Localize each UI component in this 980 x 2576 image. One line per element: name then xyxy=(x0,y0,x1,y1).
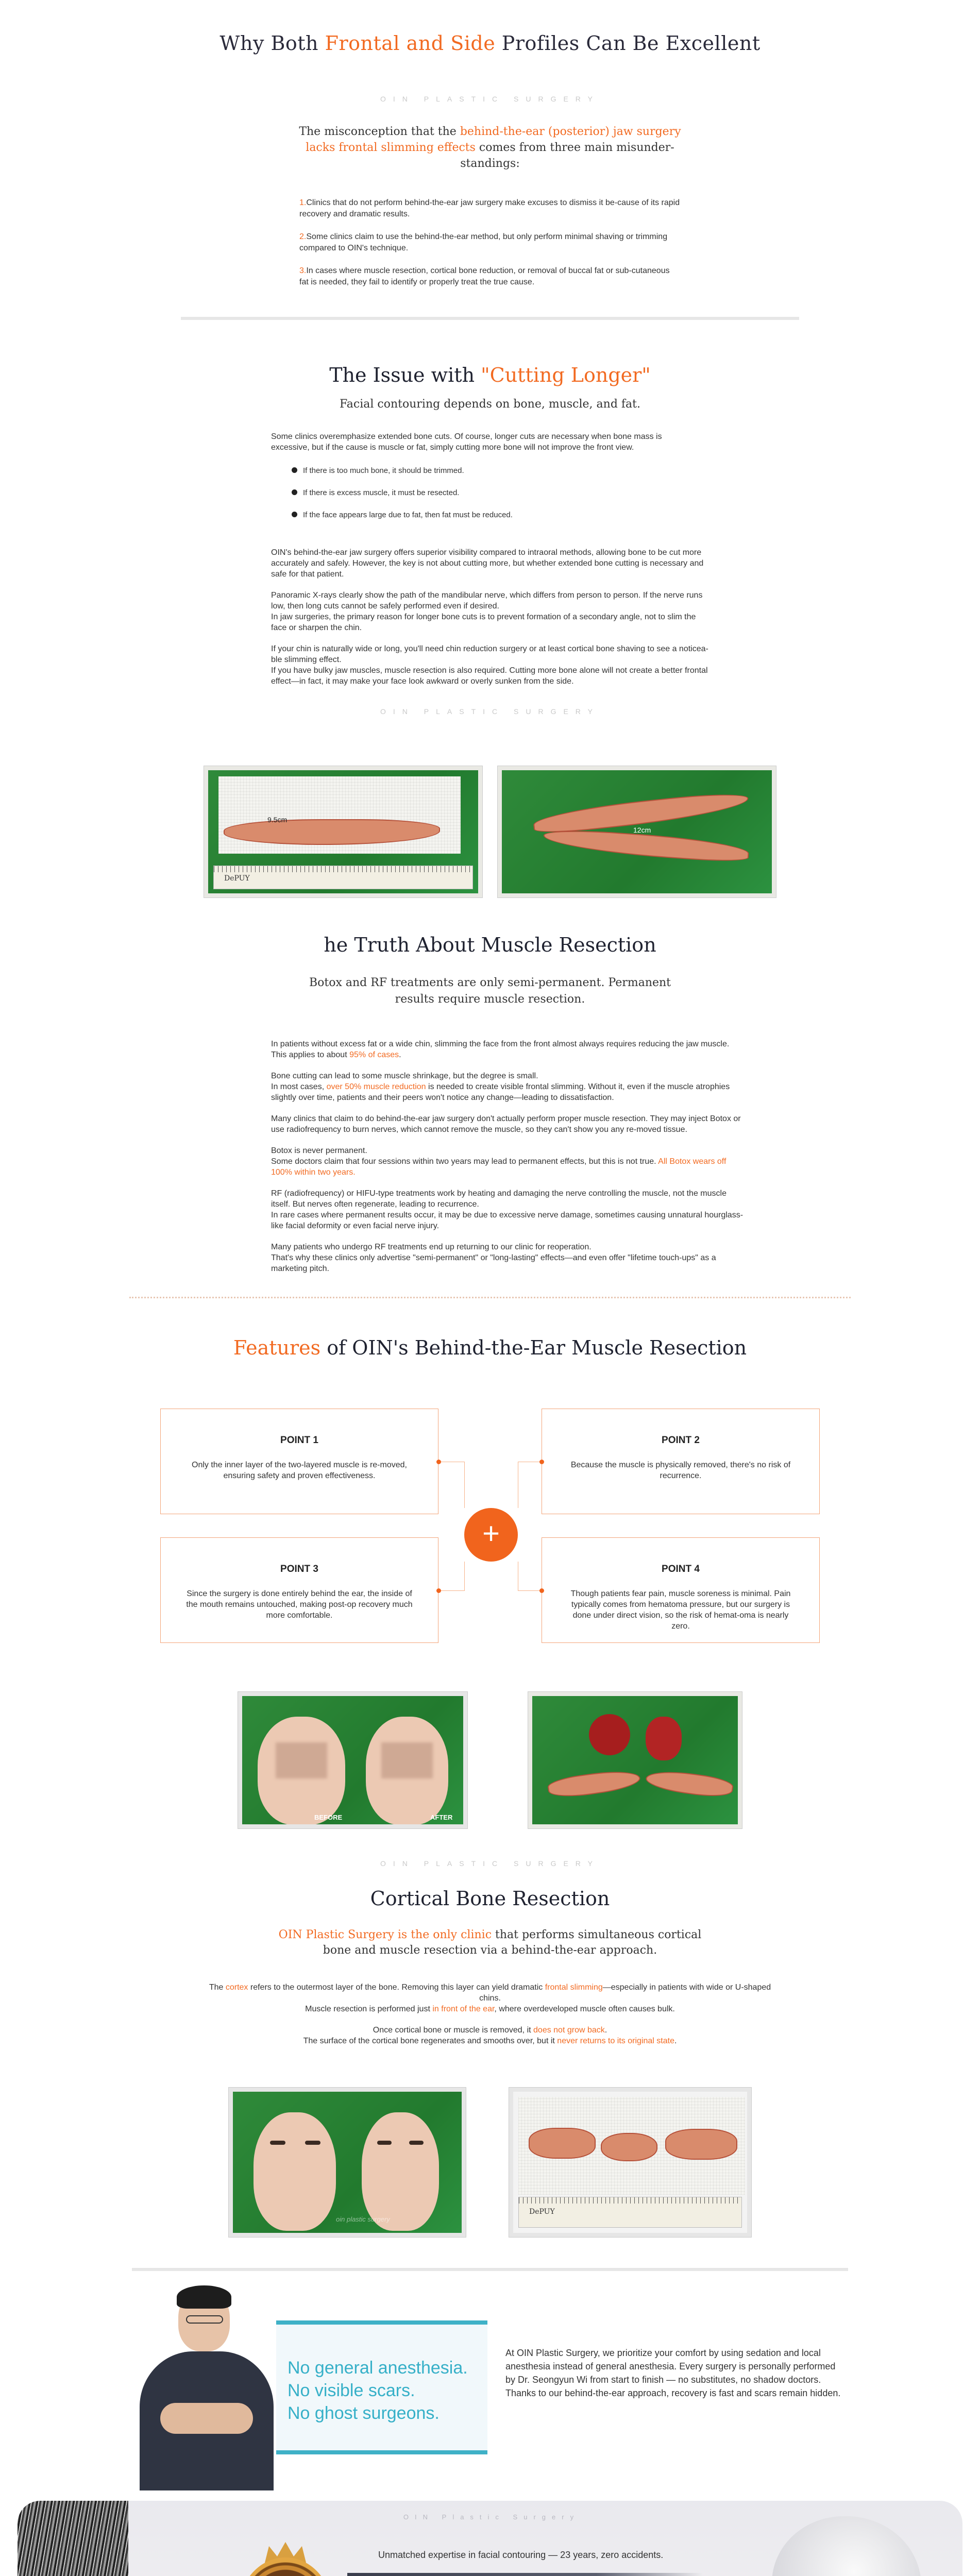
doctor-arms xyxy=(160,2403,253,2434)
item-text: Some clinics claim to use the behind-the-ear method, but only perform minimal shaving or trimming compared to OIN's technique. xyxy=(299,232,668,252)
paragraph-text: Bone cutting can lead to some muscle shrinkage, but the degree is small. In most cases, xyxy=(271,1072,538,1091)
misconception-list xyxy=(299,197,681,288)
features-grid xyxy=(160,1409,820,1661)
muscle-section xyxy=(0,897,980,1298)
title-text: Why Both xyxy=(219,32,325,55)
lead-text: comes from three main misunder-standings: xyxy=(460,141,674,170)
title-highlight: Frontal and Side xyxy=(325,32,496,55)
lead-highlight: behind-the-ear (posterior) jaw surgery lacks frontal slimming effects xyxy=(306,125,681,154)
muscle-subtitle: Botox and RF treatments are only semi-permanent. Permanent results require muscle resection. xyxy=(309,976,671,1006)
feature-point-1 xyxy=(160,1409,438,1514)
plus-icon: + xyxy=(464,1508,518,1562)
ruler-label: DePUY xyxy=(529,2208,555,2216)
measurement-label: 9.5cm xyxy=(267,816,288,824)
ruler-image xyxy=(213,866,473,889)
watermark: oin plastic surgery xyxy=(336,2215,390,2223)
brand-line: OIN Plastic Surgery xyxy=(403,2513,580,2521)
muscle-body xyxy=(235,1039,745,1274)
title-highlight: Features xyxy=(233,1336,321,1359)
item-text: Clinics that do not perform behind-the-ear jaw surgery make excuses to dismiss it be-cause of its rapid recovery and dramatic results. xyxy=(299,198,680,218)
cortical-body xyxy=(201,1982,779,2046)
anniversary-emblem xyxy=(234,2542,337,2576)
cortical-line xyxy=(201,2004,779,2014)
ruler-label: DePUY xyxy=(224,874,250,883)
connector-dot xyxy=(539,1588,544,1593)
highlight: cortex xyxy=(225,1983,248,1992)
doctor-photo xyxy=(129,2284,284,2490)
lead-text: The misconception that the xyxy=(299,125,460,138)
paragraph-highlight: over 50% muscle reduction xyxy=(326,1082,426,1091)
connector-dot xyxy=(436,1460,441,1464)
banner-tagline: Unmatched expertise in facial contouring — 23 years, zero accidents. xyxy=(378,2550,664,2560)
title-text: The Issue with xyxy=(329,364,481,386)
cortical-line xyxy=(201,2036,779,2046)
bone-fragment-image xyxy=(645,1767,734,1800)
connector-line xyxy=(438,1590,464,1591)
cutting-paragraph: Panoramic X-rays clearly show the path of the mandibular nerve, which differs from person to person. If the nerve runs low, then long cuts cannot be safely performed even if desired. In jaw surgeries, the primary reason for longer bone cuts is to prevent formation of a secondary angle, not to slim the face or sharpen the chin. xyxy=(271,591,703,632)
skull-cranium xyxy=(772,2516,921,2576)
before-after-photo xyxy=(229,2088,466,2237)
lead-highlight: OIN Plastic Surgery is the only clinic xyxy=(278,1928,492,1941)
glasses-icon xyxy=(186,2315,223,2324)
muscle-paragraph: RF (radiofrequency) or HIFU-type treatments work by heating and damaging the nerve controlling the muscle, not the muscle itself. But nerves often regenerate, leading to recurrence. In rare cases where permanent results occur, it may be due to excessive nerve damage, sometimes causing unnatural hourglass-like facial deformity or even facial nerve injury. xyxy=(271,1189,744,1230)
connector-line xyxy=(464,1562,465,1591)
item-text: In cases where muscle resection, cortical bone reduction, or removal of buccal fat or sub-cutaneous fat is needed, they fail to identify or properly treat the true cause. xyxy=(299,266,670,286)
highlight: frontal slimming xyxy=(545,1983,603,1992)
muscle-paragraph xyxy=(271,1039,745,1060)
paragraph-highlight: All Botox wears off 100% within two years. xyxy=(271,1157,726,1177)
bullet-item: If the face appears large due to fat, then fat must be reduced. xyxy=(292,510,709,520)
face-image xyxy=(362,2112,439,2231)
cutting-paragraph: OIN's behind-the-ear jaw surgery offers superior visibility compared to intraoral methods, allowing bone to be cut more accurately and safely. However, the key is not about cutting more, but whether extended bone cutting is necessary and safe for that patient. xyxy=(271,548,704,579)
promo-line: No visible scars. xyxy=(288,2381,415,2400)
muscle-tissue-photo xyxy=(528,1692,742,1828)
muscle-tissue-image xyxy=(646,1717,682,1760)
eye-image xyxy=(305,2141,320,2145)
text: . xyxy=(604,2026,607,2035)
banner-section xyxy=(0,2490,980,2576)
bone-fragment-image xyxy=(547,1767,641,1801)
promo-line: No ghost surgeons. xyxy=(288,2403,440,2423)
feature-text: Though patients fear pain, muscle soreness is minimal. Pain typically comes from hematoma pressure, but our surgery is done under direct vision, so the risk of hemat-oma is nearly zero. xyxy=(570,1589,791,1631)
bone-photo-1 xyxy=(204,766,482,897)
eye-image xyxy=(377,2141,392,2145)
marble-decoration xyxy=(18,2501,128,2576)
lead-text: that performs simultaneous cortical bone and muscle resection via a behind-the-ear approach. xyxy=(323,1928,702,1957)
connector-line xyxy=(518,1590,542,1591)
title-highlight: "Cutting Longer" xyxy=(481,364,651,386)
text: Muscle resection is performed just xyxy=(305,2005,433,2013)
result-photos xyxy=(0,1692,980,1828)
promo-text: At OIN Plastic Surgery, we prioritize your comfort by using sedation and local anesthesia instead of general anesthesia. Every surgery is personally performed by Dr. Seongyun Wi from start to finish — no substitutes, no shadow doctors. Thanks to our behind-the-ear approach, recovery is fast and scars remain hidden. xyxy=(505,2348,841,2398)
features-section xyxy=(0,1298,980,1868)
ribbon-text xyxy=(347,2573,703,2576)
measurement-label: 12cm xyxy=(633,826,651,834)
highlight: does not grow back xyxy=(533,2026,605,2035)
cortical-bone-photo xyxy=(509,2088,751,2237)
bone-photo-2 xyxy=(498,766,776,897)
profiles-title xyxy=(0,32,980,55)
feature-point-4 xyxy=(542,1537,820,1643)
promo-section xyxy=(0,2271,980,2490)
cortical-photos xyxy=(0,2088,980,2237)
feature-text: Since the surgery is done entirely behind the ear, the inside of the mouth remains untouched, making post-op recovery much more comfortable. xyxy=(186,1589,413,1620)
brand-line: OIN PLASTIC SURGERY xyxy=(380,95,600,103)
cortical-line xyxy=(201,2025,779,2036)
muscle-paragraph: Many patients who undergo RF treatments end up returning to our clinic for reoperation. That's why these clinics only advertise "semi-permanent" or "long-lasting" effects—and even offer "lifetime touch-ups" as a marketing pitch. xyxy=(271,1243,716,1273)
highlight: in front of the ear xyxy=(432,2005,495,2013)
bullet-item: If there is too much bone, it should be trimmed. xyxy=(292,465,709,476)
cutting-title xyxy=(0,364,980,386)
cutting-section xyxy=(0,320,980,897)
paragraph-text: In patients without excess fat or a wide chin, slimming the face from the front almost always requires reducing the jaw muscle. This applies to about xyxy=(271,1040,730,1059)
connector-line xyxy=(464,1462,465,1508)
privacy-blur xyxy=(276,1742,327,1778)
banner-ribbon xyxy=(347,2573,703,2576)
skull-illustration xyxy=(756,2516,926,2576)
feature-text: Because the muscle is physically removed, there's no risk of recurrence. xyxy=(570,1461,791,1480)
before-label: BEFORE xyxy=(314,1814,343,1821)
highlight: never returns to its original state xyxy=(557,2037,674,2045)
cortical-line xyxy=(201,1982,779,2004)
promo-line: No general anesthesia. xyxy=(288,2358,468,2378)
feature-point-2 xyxy=(542,1409,820,1514)
eye-image xyxy=(270,2141,285,2145)
promo-card xyxy=(276,2320,487,2454)
cutting-subtitle: Facial contouring depends on bone, muscle, and fat. xyxy=(340,398,640,411)
after-label: AFTER xyxy=(430,1814,453,1821)
cortical-section xyxy=(0,1868,980,2271)
muscle-paragraph: Many clinics that claim to do behind-the-ear jaw surgery don't actually perform proper muscle resection. They may inject Botox or use radiofrequency to burn nerves, which cannot remove the muscle, so they can't show you any re-moved tissue. xyxy=(271,1114,741,1134)
ruler-image xyxy=(518,2197,742,2228)
anniversary-banner xyxy=(18,2501,962,2576)
item-number: 1. xyxy=(299,198,307,207)
privacy-blur xyxy=(381,1742,433,1778)
text: —especially in patients with wide or U-shaped chins. xyxy=(479,1983,771,2003)
cutting-paragraph: If your chin is naturally wide or long, you'll need chin reduction surgery or at least cortical bone shaving to see a noticea-ble slimming effect. If you have bulky jaw muscles, muscle resection is also required. Cutting more bone alone will not create a better frontal effect—in fact, it may make your face look awkward or overly sunken from the side. xyxy=(271,645,708,686)
connector-dot xyxy=(436,1588,441,1593)
list-item xyxy=(299,197,681,220)
shield-icon xyxy=(239,2557,332,2576)
cutting-bullets xyxy=(292,465,709,520)
list-item xyxy=(299,265,681,288)
feature-title: POINT 1 xyxy=(280,1435,318,1446)
promo-block xyxy=(129,2284,851,2490)
face-image xyxy=(254,2112,336,2231)
brand-line: OIN PLASTIC SURGERY xyxy=(380,707,600,716)
bone-fragment-image xyxy=(601,2133,657,2161)
feature-point-3 xyxy=(160,1537,438,1643)
text: The xyxy=(209,1983,226,1992)
connector-dot xyxy=(539,1460,544,1464)
text: refers to the outermost layer of the bone. Removing this layer can yield dramatic xyxy=(248,1983,545,1992)
features-title xyxy=(0,1336,980,1359)
doctor-hair xyxy=(177,2285,231,2309)
text: The surface of the cortical bone regenerates and smooths over, but it xyxy=(303,2037,557,2045)
muscle-paragraph xyxy=(271,1145,745,1178)
bone-photos xyxy=(0,766,980,897)
title-text: of OIN's Behind-the-Ear Muscle Resection xyxy=(320,1336,747,1359)
profiles-lead xyxy=(294,124,686,172)
paragraph-text: Botox is never permanent. Some doctors claim that four sessions within two years may lead to permanent effects, but this is not true. xyxy=(271,1146,656,1166)
bone-fragment-image xyxy=(529,2128,596,2159)
feature-title: POINT 4 xyxy=(662,1564,700,1574)
bullet-item: If there is excess muscle, it must be resected. xyxy=(292,487,709,498)
title-text: Profiles Can Be Excellent xyxy=(495,32,761,55)
bone-fragment-image xyxy=(665,2129,737,2160)
cortical-lead xyxy=(268,1927,712,1958)
profiles-section xyxy=(0,0,980,320)
cutting-intro: Some clinics overemphasize extended bone cuts. Of course, longer cuts are necessary when bone mass is excessive, but if the cause is muscle or fat, simply cutting more bone will not improve the front view. xyxy=(271,432,662,452)
muscle-paragraph xyxy=(271,1071,745,1103)
cutting-body xyxy=(271,431,709,687)
paragraph-text: . xyxy=(399,1050,401,1059)
text: Once cortical bone or muscle is removed, it xyxy=(373,2026,534,2035)
muscle-title: he Truth About Muscle Resection xyxy=(324,934,656,956)
text: . xyxy=(674,2037,677,2045)
text: , where overdeveloped muscle often causes bulk. xyxy=(494,2005,675,2013)
paragraph-text: is needed to create visible frontal slimming. Without it, even if the muscle atrophies slightly over time, patients and their peers won't notice any change—leading to dissatisfaction. xyxy=(271,1082,730,1102)
item-number: 3. xyxy=(299,266,307,275)
eye-image xyxy=(409,2141,424,2145)
brand-line: OIN PLASTIC SURGERY xyxy=(380,1859,600,1868)
muscle-tissue-image xyxy=(589,1714,630,1755)
paragraph-highlight: 95% of cases xyxy=(349,1050,399,1059)
feature-text: Only the inner layer of the two-layered muscle is re-moved, ensuring safety and proven effectiveness. xyxy=(192,1461,407,1480)
before-after-photo xyxy=(238,1692,467,1828)
feature-title: POINT 2 xyxy=(662,1435,700,1446)
list-item xyxy=(299,231,681,254)
cortical-title: Cortical Bone Resection xyxy=(370,1887,610,1910)
item-number: 2. xyxy=(299,232,307,241)
feature-title: POINT 3 xyxy=(280,1564,318,1574)
